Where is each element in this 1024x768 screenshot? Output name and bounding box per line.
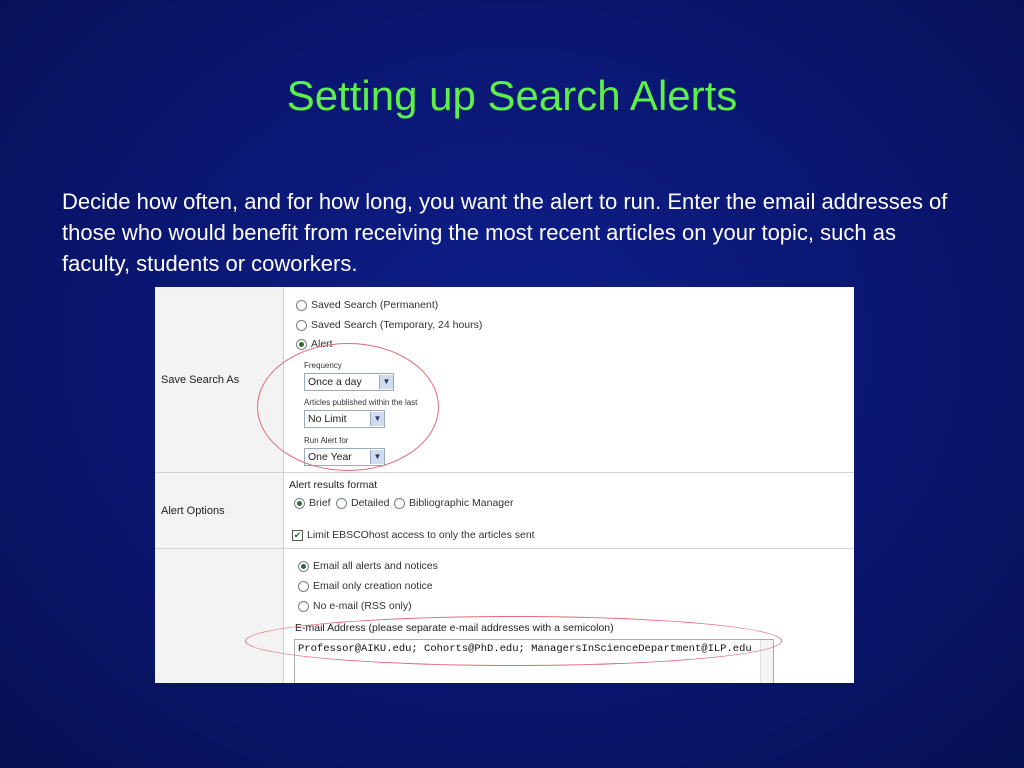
format-brief-option[interactable]: Brief bbox=[294, 497, 331, 509]
frequency-label: Frequency bbox=[304, 361, 342, 370]
save-search-row bbox=[155, 287, 854, 473]
email-all-option[interactable]: Email all alerts and notices bbox=[298, 560, 438, 572]
radio-selected-icon[interactable] bbox=[294, 498, 305, 509]
radio-icon[interactable] bbox=[296, 300, 307, 311]
published-within-label: Articles published within the last bbox=[304, 398, 418, 407]
alert-results-format-label: Alert results format bbox=[289, 479, 378, 491]
radio-selected-icon[interactable] bbox=[296, 339, 307, 350]
email-address-label: E-mail Address (please separate e-mail addresses with a semicolon) bbox=[295, 622, 614, 634]
radio-icon[interactable] bbox=[296, 320, 307, 331]
no-email-option[interactable]: No e-mail (RSS only) bbox=[298, 600, 412, 612]
run-alert-for-select[interactable]: One Year ▼ bbox=[304, 448, 385, 466]
alert-option[interactable]: Alert bbox=[296, 338, 333, 350]
limit-access-checkbox[interactable]: ✔ Limit EBSCOhost access to only the articles sent bbox=[293, 529, 535, 541]
email-row bbox=[155, 549, 854, 683]
email-address-field[interactable]: Professor@AIKU.edu; Cohorts@PhD.edu; ManagersInScienceDepartment@ILP.edu bbox=[294, 639, 774, 683]
radio-icon[interactable] bbox=[298, 581, 309, 592]
slide-body-text: Decide how often, and for how long, you want the alert to run. Enter the email addresses of those who would benefit from receiving the most recent articles on your topic, such as faculty, students or coworkers. bbox=[62, 189, 948, 276]
saved-search-permanent-option[interactable]: Saved Search (Permanent) bbox=[296, 299, 438, 311]
radio-icon[interactable] bbox=[394, 498, 405, 509]
checkmark-icon[interactable]: ✔ bbox=[293, 529, 302, 540]
chevron-down-icon[interactable]: ▼ bbox=[370, 412, 384, 426]
email-creation-only-option[interactable]: Email only creation notice bbox=[298, 580, 433, 592]
save-search-label: Save Search As bbox=[161, 374, 240, 386]
radio-icon[interactable] bbox=[298, 601, 309, 612]
format-bibliographic-manager-option[interactable]: Bibliographic Manager bbox=[394, 497, 513, 509]
radio-icon[interactable] bbox=[336, 498, 347, 509]
chevron-down-icon[interactable]: ▼ bbox=[379, 375, 393, 389]
alert-settings-screenshot bbox=[155, 287, 854, 683]
radio-selected-icon[interactable] bbox=[298, 561, 309, 572]
run-alert-for-label: Run Alert for bbox=[304, 436, 349, 445]
alert-options-label: Alert Options bbox=[161, 505, 225, 517]
slide-title: Setting up Search Alerts bbox=[286, 72, 738, 119]
format-detailed-option[interactable]: Detailed bbox=[336, 497, 390, 509]
frequency-select[interactable]: Once a day ▼ bbox=[304, 373, 394, 391]
published-within-select[interactable]: No Limit ▼ bbox=[304, 410, 385, 428]
scrollbar[interactable] bbox=[760, 640, 773, 683]
alert-options-row bbox=[155, 473, 854, 549]
chevron-down-icon[interactable]: ▼ bbox=[370, 450, 384, 464]
saved-search-temporary-option[interactable]: Saved Search (Temporary, 24 hours) bbox=[296, 319, 482, 331]
